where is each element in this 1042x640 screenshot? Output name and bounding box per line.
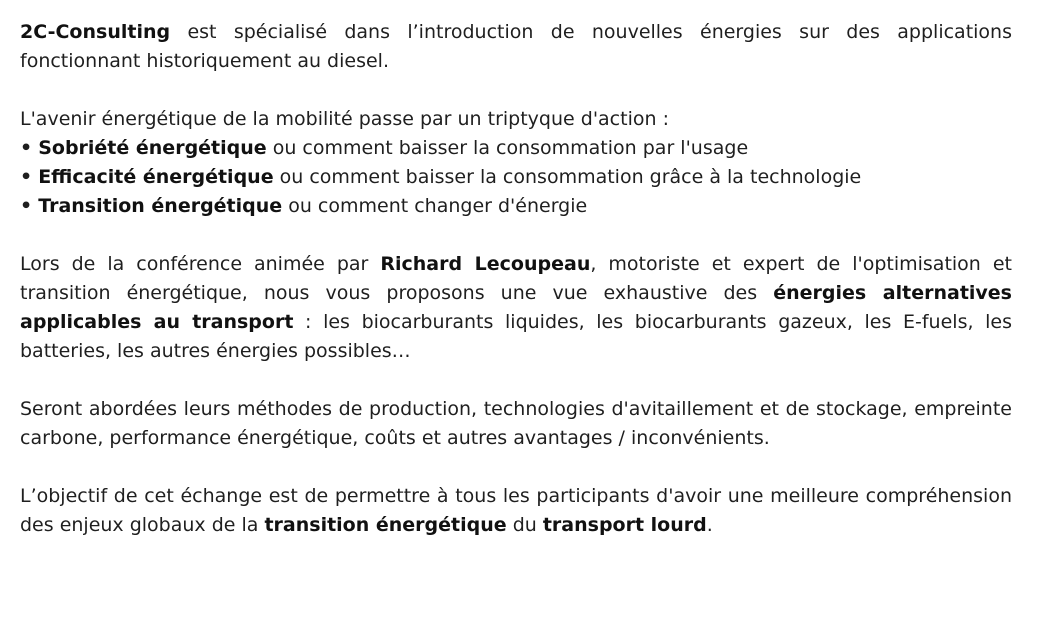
objective-text-1: L’objectif de cet échange est de permettre à tous les participants d'avoir une meilleure compréhension des enjeux globaux de la: [20, 485, 1012, 536]
methods-paragraph: Seront abordées leurs méthodes de production, technologies d'avitaillement et de stockage, empreinte carbone, performance énergétique, coûts et autres avantages / inconvénients.: [20, 398, 1012, 449]
conference-topic: énergies alternatives applicables au transport: [20, 282, 1012, 333]
intro-paragraph: [20, 18, 1012, 76]
conference-paragraph: [20, 250, 1012, 366]
list-item-text: ou comment baisser la consommation grâce à la technologie: [273, 166, 862, 188]
list-item-bold: Transition énergétique: [38, 195, 283, 217]
list-item: [20, 163, 1012, 192]
list-item: [20, 192, 1012, 221]
list-item: [20, 134, 1012, 163]
bullet-icon: •: [20, 137, 33, 159]
objective-text-3: .: [706, 514, 713, 536]
speaker-name: Richard Lecoupeau: [380, 253, 591, 275]
objective-text-2: du: [506, 514, 543, 536]
intro-text: est spécialisé dans l’introduction de nouvelles énergies sur des applications fonctionnant historiquement au diesel.: [20, 21, 1012, 72]
conference-text-3: : les biocarburants liquides, les biocarburants gazeux, les E-fuels, les batteries, les autres énergies possibles…: [20, 311, 1013, 362]
list-item-text: ou comment baisser la consommation par l'usage: [266, 137, 749, 159]
conference-text-1: Lors de la conférence animée par: [20, 253, 381, 275]
list-item-text: ou comment changer d'énergie: [282, 195, 588, 217]
triptyque-section: [20, 105, 1012, 221]
bullet-icon: •: [20, 195, 33, 217]
conference-text-2: , motoriste et expert de l'optimisation et transition énergétique, nous vous proposons une vue exhaustive des: [20, 253, 1012, 304]
triptyque-lead: L'avenir énergétique de la mobilité passe par un triptyque d'action :: [20, 108, 669, 130]
objective-bold-2: transport lourd: [542, 514, 707, 536]
company-name: 2C-Consulting: [20, 21, 171, 43]
objective-paragraph: [20, 482, 1012, 540]
article-body: [20, 18, 1012, 569]
list-item-bold: Sobriété énergétique: [38, 137, 267, 159]
bullet-icon: •: [20, 166, 33, 188]
list-item-bold: Efficacité énergétique: [38, 166, 274, 188]
objective-bold-1: transition énergétique: [264, 514, 507, 536]
